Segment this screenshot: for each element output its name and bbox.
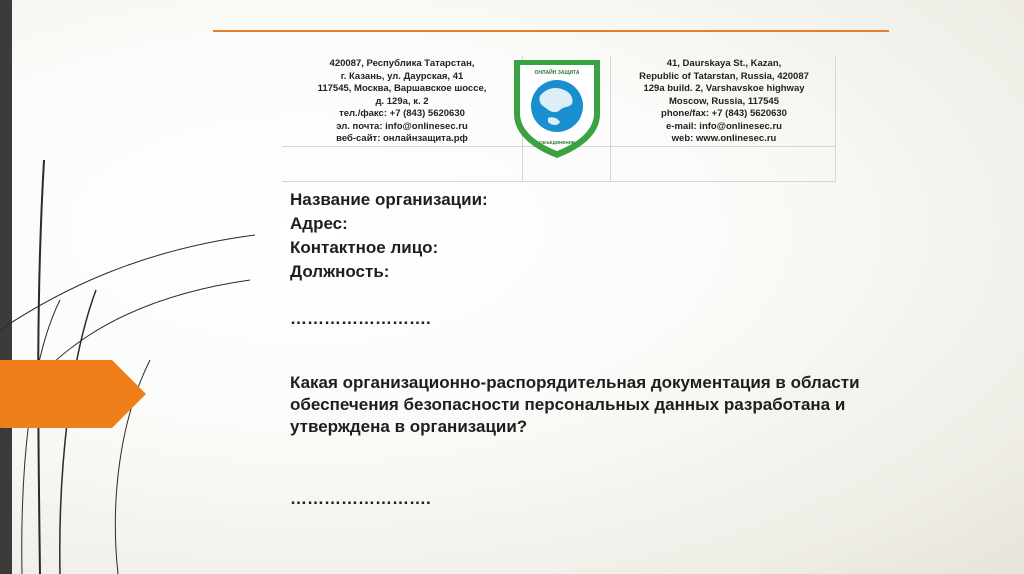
field-position: Должность:	[290, 262, 390, 281]
orange-arrow-marker	[0, 360, 146, 428]
question-text: Какая организационно-распорядительная документация в области обеспечения безопасности персональных данных разработана и утверждена в организации?	[290, 373, 860, 436]
company-logo	[508, 56, 606, 160]
letterhead-address-en: 41, Daurskaya St., Kazan, Republic of Tatarstan, Russia, 420087 129a build. 2, Varshavskoe highway Moscow, Russia, 117545 phone/fax: +7 (843) 5620630 e-mail: info@onlinesec.ru web: www.onlinesec.ru	[639, 58, 809, 144]
form-fields	[290, 188, 488, 284]
letterhead-address-ru: 420087, Республика Татарстан, г. Казань, ул. Даурская, 41 117545, Москва, Варшавское шоссе, д. 129а, к. 2 тел./факс: +7 (843) 5620630 эл. почта: info@onlinesec.ru веб-сайт: онлайнзащита.рф	[317, 58, 487, 144]
decorative-curves	[0, 0, 260, 574]
svg-text:ОБЪЕДИНЕНИЕ: ОБЪЕДИНЕНИЕ	[539, 140, 575, 145]
field-organization-name: Название организации:	[290, 190, 488, 209]
header-rule	[213, 30, 889, 32]
answer-placeholder-2: …………………….	[290, 489, 431, 508]
field-address: Адрес:	[290, 214, 348, 233]
svg-text:ОНЛАЙН ЗАЩИТА: ОНЛАЙН ЗАЩИТА	[534, 70, 580, 76]
answer-placeholder-1: …………………….	[290, 309, 431, 328]
letterhead	[282, 56, 836, 182]
field-contact-person: Контактное лицо:	[290, 238, 439, 257]
